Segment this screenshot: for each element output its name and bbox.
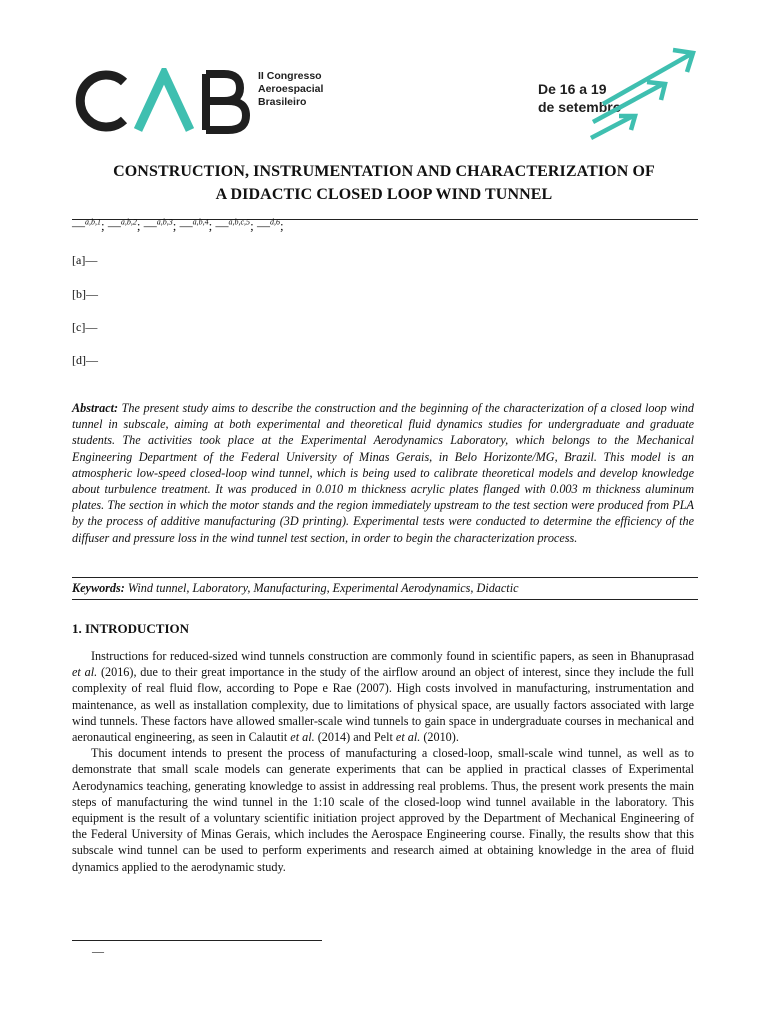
dates-line: De 16 a 19 — [538, 81, 607, 97]
dates-line: de setembro — [538, 99, 622, 115]
keywords-top-divider — [72, 577, 698, 578]
abstract-text: The present study aims to describe the construction and the beginning of the characterization of a closed loop wind tunnel in subscale, aiming at both experimental and theoretical fluid dynamics studies for undergraduate and graduate students. The activities took place at the Experimental Aerodynamics Laboratory, which belongs to the Mechanical Engineering Department of the Federal University of Minas Gerais, in Belo Horizonte/MG, Brazil. This model is an atmospheric low-speed closed-loop wind tunnel, which is being used to calibrate theoretical models and develop knowledge about turbulence treatment. It was produced in 0.010 m thickness acrylic plates flanged with 0.003 m thickness aluminum plates. The section in which the motor stands and the region immediately upstream to the test section were produced from PLA by the process of additive manufacturing (3D printing). Experimental tests were conducted to determine the efficiency of the diffuser and pressure loss in the wind tunnel test section, in order to begin the characterization process. — [72, 401, 694, 545]
logo-letter-c — [80, 75, 124, 127]
paragraph: Instructions for reduced-sized wind tunnels construction are commonly found in scientific papers, as seen in Bhanuprasad et al. (2016), due to their great importance in the study of the airflow around an object of interest, since they include the full complexity of real fluid flow, according to Pope e Rae (2007). High costs involved in manufacturing, instrumentation and maintenance, as well as installation complexity, due to limitations of physical space, are usually factors associated with large wind tunnels. These factors have allowed smaller-scale wind tunnels to gain space in undergraduate courses in mechanical and aeronautical engineering, as seen in Calautit et al. (2014) and Pelt et al. (2010). — [72, 649, 694, 745]
author: —$^{d,6}$; — [256, 218, 284, 234]
keywords-label: Keywords: — [72, 581, 125, 595]
paper-title — [60, 160, 708, 206]
affiliation: [c]— — [72, 320, 98, 334]
arrow-icon — [603, 54, 691, 104]
author-list — [72, 218, 284, 234]
abstract — [72, 400, 694, 546]
congress-line: II Congresso — [258, 70, 322, 82]
affiliation: [b]— — [72, 287, 98, 301]
paragraph: This document intends to present the process of manufacturing a closed-loop, small-scale wind tunnel, as well as to demonstrate that small scale models can generate experiments that can be applied in practical classes of Experimental Aerodynamics teaching, generating knowledge to assist in addressing real problems. Thus, the present work presents the main steps of manufacturing the wind tunnel in the 1:10 scale of the closed-loop wind tunnel available in the laboratory. This equipment is the result of a voluntary scientific initiation project approved by the Department of Mechanical Engineering of the Federal University of Minas Gerais, which includes the Aerospace Engineering course. Finally, the results show that this subscale wind tunnel can be used to perform experiments and research aimed at obtaining knowledge in the area of fluid dynamics applied to the aerodynamic study. — [72, 746, 694, 874]
arrows-graphic — [585, 44, 697, 140]
logo-letter-a — [138, 74, 190, 130]
keywords-bottom-divider — [72, 599, 698, 600]
author: —$^{a,b,2}$; — [107, 218, 144, 234]
footnote: — — [92, 944, 104, 958]
keywords — [72, 581, 519, 596]
author: —$^{a,b,1}$; — [72, 218, 108, 234]
footnote-rule — [72, 940, 322, 941]
congress-line: Brasileiro — [258, 96, 307, 108]
section-heading: 1. INTRODUCTION — [72, 621, 190, 636]
author: —$^{a,b,c,5}$; — [215, 218, 257, 234]
congress-line: Aeroespacial — [258, 83, 324, 95]
affiliation: [a]— — [72, 253, 98, 267]
author: —$^{a,b,3}$; — [143, 218, 180, 234]
logo-letter-b — [206, 74, 246, 130]
title-line: A DIDACTIC CLOSED LOOP WIND TUNNEL — [215, 186, 553, 203]
title-line: CONSTRUCTION, INSTRUMENTATION AND CHARACTERIZATION OF — [113, 163, 655, 180]
cab-logo — [72, 68, 252, 134]
author: —$^{a,b,4}$; — [179, 218, 216, 234]
keywords-text: Wind tunnel, Laboratory, Manufacturing, Experimental Aerodynamics, Didactic — [127, 581, 519, 595]
intro-body — [72, 648, 694, 875]
affiliation: [d]— — [72, 353, 98, 367]
abstract-label: Abstract: — [72, 401, 119, 415]
congress-name — [258, 70, 323, 109]
